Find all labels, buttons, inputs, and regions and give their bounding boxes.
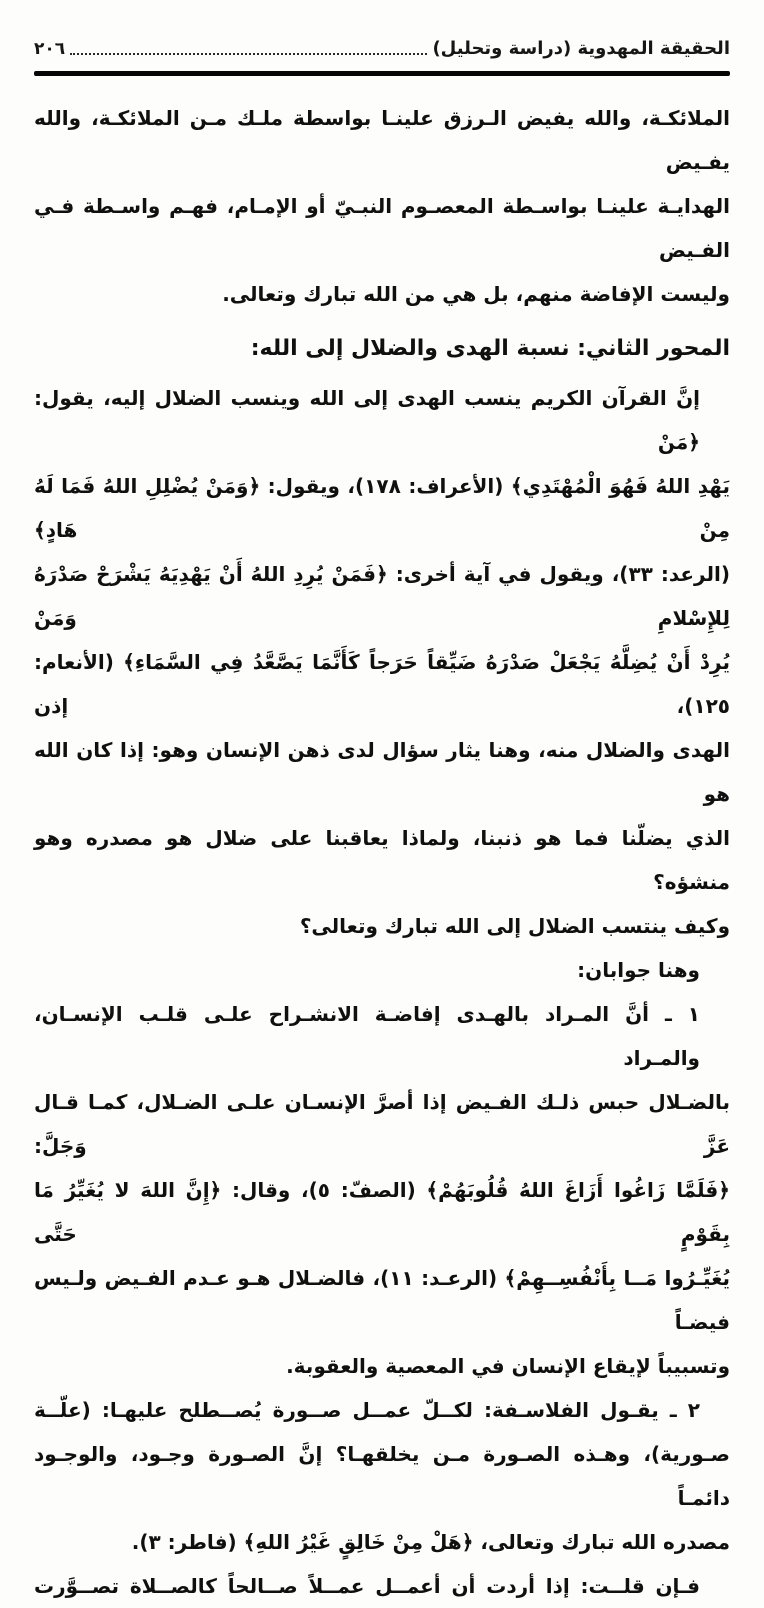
paragraph (34, 1564, 730, 1608)
text-line: يُرِدْ أَنْ يُضِلَّهُ يَجْعَلْ صَدْرَهُ ضَيِّقاً حَرَجاً كَأَنَّمَا يَصَّعَّدُ فِي السَّمَاءِ﴾ (الأنعام: ١٢٥)، إذن (34, 650, 730, 718)
text-line: إنَّ القرآن الكريم ينسب الهدى إلى الله وينسب الضلال إليه، يقول: ﴿مَنْ (34, 386, 700, 454)
text-line: ٢ ـ يقـول الفلاسـفة: لكــلّ عمــل صــورة يُصــطلح عليهـا: (علّــة (34, 1398, 700, 1422)
text-line: (الرعد: ٣٣)، ويقول في آية أخرى: ﴿فَمَنْ يُرِدِ اللهُ أَنْ يَهْدِيَهُ يَشْرَحْ صَدْرَهُ لِلإِسْلامِ وَمَنْ (34, 562, 730, 630)
page-header (34, 38, 730, 59)
paragraph (34, 96, 730, 316)
page-body (34, 96, 730, 1608)
paragraph (34, 948, 730, 992)
text-line: وهنا جوابان: (577, 958, 700, 982)
text-line: وتسبيباً لإيقاع الإنسان في المعصية والعقوبة. (286, 1354, 730, 1378)
text-line: ١ ـ أنَّ المـراد بالهـدى إفاضـة الانشـراح علـى قلـب الإنسـان، والمـراد (34, 1002, 700, 1070)
text-line: الملائكـة، والله يفيض الـرزق علينـا بواسطة ملـك مـن الملائكـة، والله يفـيض (34, 106, 730, 174)
section-heading: المحور الثاني: نسبة الهدى والضلال إلى الله: (250, 336, 730, 361)
text-line: وليست الإفاضة منهم، بل هي من الله تبارك وتعالى. (222, 282, 730, 306)
text-line: الهدايـة علينـا بواسـطة المعصـوم النبـيّ أو الإمـام، فهـم واسـطة فـي الفـيض (34, 194, 730, 262)
text-line: يُغَيِّـرُوا مَــا بِأَنْفُسِــهِمْ﴾ (الرعـد: ١١)، فالضـلال هـو عـدم الفـيض ولـيس فيضـاً (34, 1266, 730, 1334)
page-number: ٢٠٦ (34, 39, 66, 59)
text-line: بالضـلال حبس ذلـك الفـيض إذا أصرَّ الإنسـان علـى الضـلال، كمـا قـال عَزَّ وَجَلَّ: (34, 1090, 730, 1158)
text-line: ﴿فَلَمَّا زَاغُوا أَزَاغَ اللهُ قُلُوبَهُمْ﴾ (الصفّ: ٥)، وقال: ﴿إِنَّ اللهَ لا يُغَيِّرُ مَا بِقَوْمٍ حَتَّى (34, 1178, 730, 1246)
book-title: الحقيقة المهدوية (دراسة وتحليل) (432, 38, 730, 59)
paragraph (34, 376, 730, 948)
header-rule (34, 71, 730, 76)
text-line: مصدره الله تبارك وتعالى، ﴿هَلْ مِنْ خَالِقٍ غَيْرُ اللهِ﴾ (فاطر: ٣). (131, 1530, 730, 1554)
text-line: فـإن قلــت: إذا أردت أن أعمــل عمــلاً صــالحاً كالصــلاة تصــوَّرت (34, 1574, 700, 1598)
paragraph (34, 992, 730, 1388)
paragraph (34, 1388, 730, 1564)
text-line: وكيف ينتسب الضلال إلى الله تبارك وتعالى؟ (299, 914, 730, 938)
text-line: صـورية)، وهـذه الصـورة مـن يخلقهـا؟ إنَّ الصـورة وجـود، والوجـود دائمـاً (34, 1442, 730, 1510)
dotted-leader (70, 53, 427, 55)
text-line: يَهْدِ اللهُ فَهُوَ الْمُهْتَدِي﴾ (الأعراف: ١٧٨)، ويقول: ﴿وَمَنْ يُضْلِلِ اللهُ فَمَا لَهُ مِنْ هَادٍ﴾ (34, 474, 730, 542)
text-line: الهدى والضلال منه، وهنا يثار سؤال لدى ذهن الإنسان وهو: إذا كان الله هو (34, 738, 730, 806)
text-line: الذي يضلّنا فما هو ذنبنا، ولماذا يعاقبنا على ضلال هو مصدره وهو منشؤه؟ (34, 826, 730, 894)
